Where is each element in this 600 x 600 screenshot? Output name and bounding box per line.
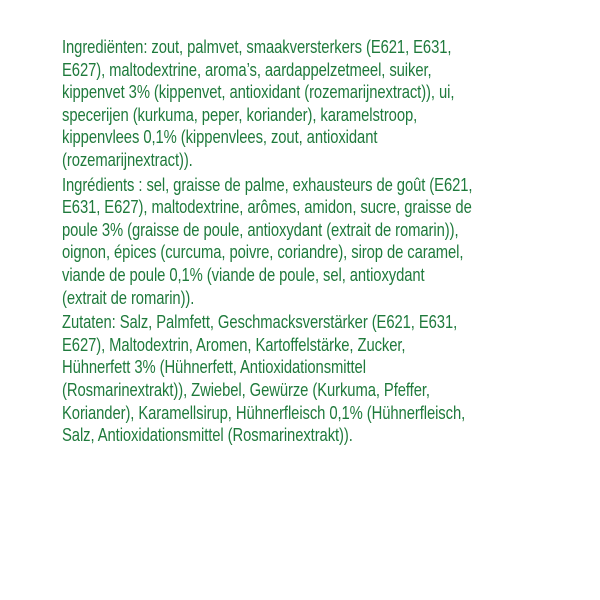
ingredients-paragraph-dutch [62,36,600,172]
ingredients-paragraph-german [62,311,600,447]
text-line: (Rosmarinextrakt)), Zwiebel, Gewürze (Kurkuma, Pfeffer, [62,378,430,400]
text-line: specerijen (kurkuma, peper, koriander), karamelstroop, [62,103,418,125]
text-line: poule 3% (graisse de poule, antioxydant (extrait de romarin)), [62,218,459,240]
text-line: kippenvlees 0,1% (kippenvlees, zout, antioxidant [62,126,378,148]
text-line: Salz, Antioxidationsmittel (Rosmarinextrakt)). [62,424,353,446]
text-line: Koriander), Karamellsirup, Hühnerfleisch 0,1% (Hühnerfleisch, [62,401,466,423]
text-line: E627), Maltodextrin, Aromen, Kartoffelstärke, Zucker, [62,333,406,355]
text-line: viande de poule 0,1% (viande de poule, sel, antioxydant [62,263,425,285]
text-line: Ingrediënten: zout, palmvet, smaakversterkers (E621, E631, [62,36,452,57]
text-line: oignon, épices (curcuma, poivre, coriandre), sirop de caramel, [62,241,464,263]
text-line: Zutaten: Salz, Palmfett, Geschmacksverstärker (E621, E631, [62,311,458,333]
text-line: (extrait de romarin)). [62,286,195,308]
text-line: E627), maltodextrine, aroma’s, aardappelzetmeel, suiker, [62,58,432,80]
text-line: kippenvet 3% (kippenvet, antioxidant (rozemarijnextract)), ui, [62,81,455,103]
text-line: (rozemarijnextract)). [62,148,193,170]
ingredients-label [62,36,600,449]
text-line: E631, E627), maltodextrine, arômes, amidon, sucre, graisse de [62,196,472,218]
ingredients-paragraph-french [62,174,600,310]
text-line: Hühnerfett 3% (Hühnerfett, Antioxidationsmittel [62,356,366,378]
text-line: Ingrédients : sel, graisse de palme, exhausteurs de goût (E621, [62,173,473,195]
